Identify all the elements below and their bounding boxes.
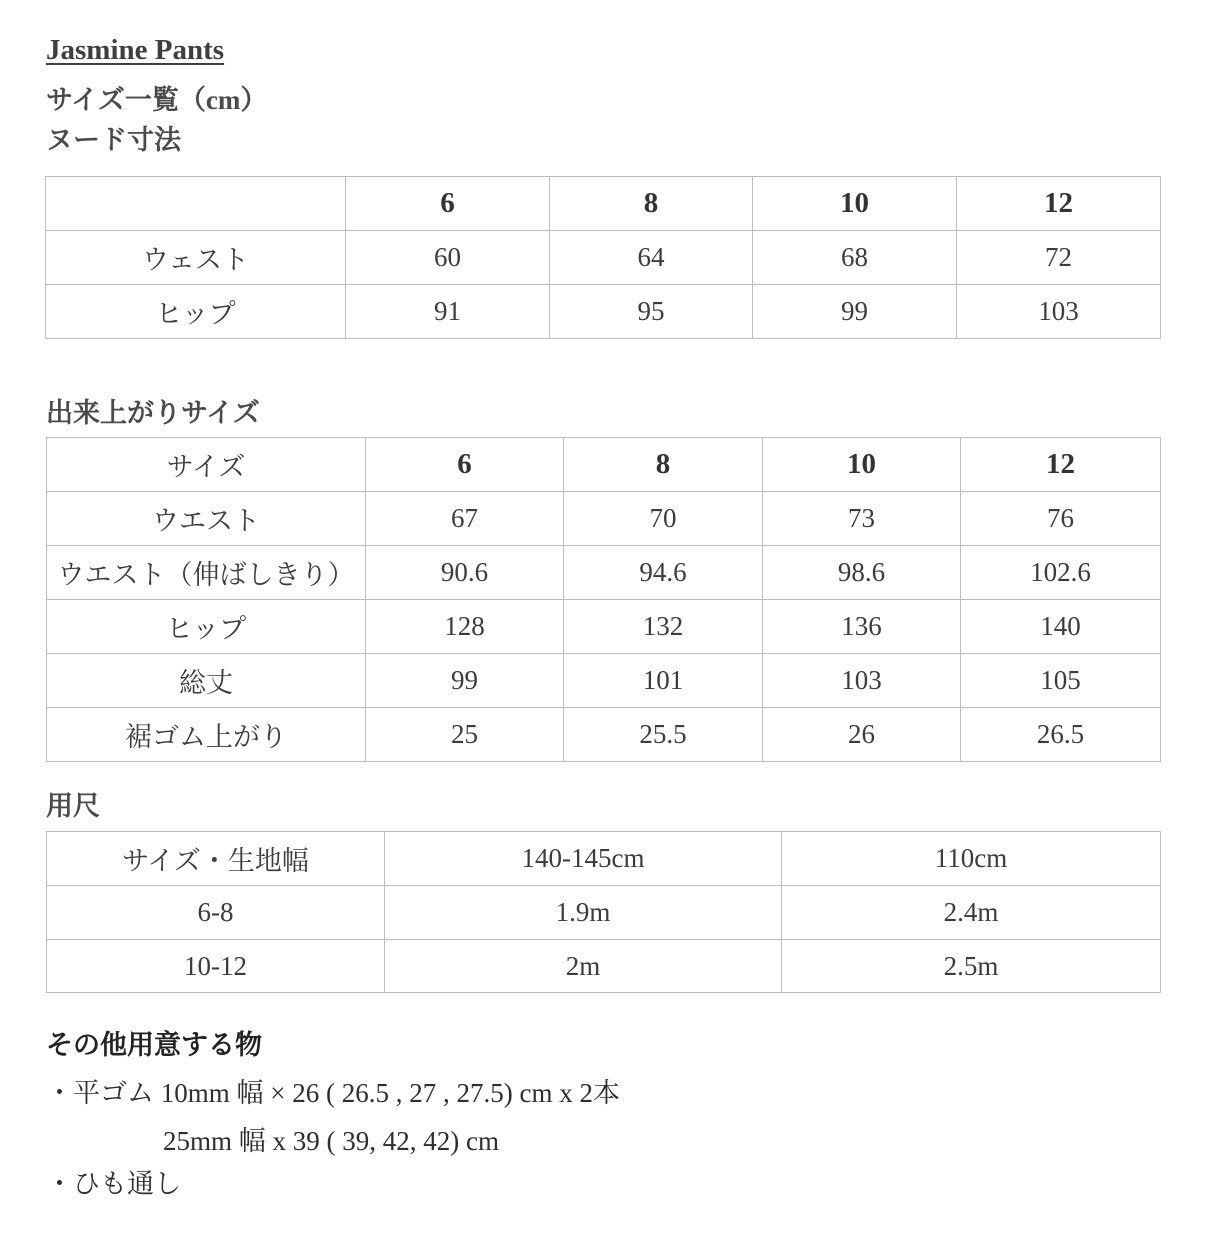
table-header-row: [47, 438, 1161, 492]
header-cell: 10: [753, 177, 957, 231]
table-cell: 25.5: [564, 708, 763, 762]
table-row: [46, 231, 1161, 285]
table-row: [47, 886, 1161, 940]
material-line-elastic-wide: 25mm 幅 x 39 ( 39, 42, 42) cm: [163, 1126, 499, 1156]
header-cell: 12: [961, 438, 1161, 492]
table-cell: 90.6: [366, 546, 564, 600]
size-list-subtitle: サイズ一覧（cm）: [46, 85, 268, 115]
header-cell: 8: [564, 438, 763, 492]
table-cell: 140: [961, 600, 1161, 654]
table-cell: 95: [550, 285, 753, 339]
header-cell: [46, 177, 346, 231]
row-label: 10-12: [47, 940, 385, 993]
table-cell: 99: [366, 654, 564, 708]
table-header-row: [46, 177, 1161, 231]
table-cell: 60: [346, 231, 550, 285]
row-label: ウエスト（伸ばしきり）: [47, 546, 366, 600]
table-cell: 2m: [385, 940, 782, 993]
table-cell: 26: [763, 708, 961, 762]
table-cell: 70: [564, 492, 763, 546]
row-label: ヒップ: [47, 600, 366, 654]
table-cell: 72: [957, 231, 1161, 285]
table-cell: 103: [957, 285, 1161, 339]
table-row: [46, 285, 1161, 339]
table-row: [47, 600, 1161, 654]
table-row: [47, 654, 1161, 708]
table-cell: 99: [753, 285, 957, 339]
row-label: 裾ゴム上がり: [47, 708, 366, 762]
header-cell: 10: [763, 438, 961, 492]
table-cell: 2.5m: [782, 940, 1161, 993]
header-cell: 110cm: [782, 832, 1161, 886]
table-cell: 2.4m: [782, 886, 1161, 940]
row-label: 6-8: [47, 886, 385, 940]
row-label: 総丈: [47, 654, 366, 708]
table-cell: 102.6: [961, 546, 1161, 600]
nude-size-table: [45, 176, 1161, 339]
yardage-heading: 用尺: [46, 791, 100, 821]
material-line-bodkin: ・ひも通し: [46, 1169, 181, 1199]
table-cell: 73: [763, 492, 961, 546]
finished-size-heading: 出来上がりサイズ: [46, 398, 260, 428]
header-cell: 6: [366, 438, 564, 492]
header-cell: サイズ: [47, 438, 366, 492]
table-cell: 1.9m: [385, 886, 782, 940]
page-title: Jasmine Pants: [46, 34, 225, 66]
table-header-row: [47, 832, 1161, 886]
table-cell: 103: [763, 654, 961, 708]
table-cell: 25: [366, 708, 564, 762]
header-cell: サイズ・生地幅: [47, 832, 385, 886]
table-row: [47, 708, 1161, 762]
table-cell: 64: [550, 231, 753, 285]
table-cell: 132: [564, 600, 763, 654]
other-materials-heading: その他用意する物: [46, 1030, 262, 1060]
table-cell: 67: [366, 492, 564, 546]
table-cell: 26.5: [961, 708, 1161, 762]
table-row: [47, 546, 1161, 600]
finished-size-table: [46, 437, 1161, 762]
table-cell: 128: [366, 600, 564, 654]
table-cell: 94.6: [564, 546, 763, 600]
table-cell: 105: [961, 654, 1161, 708]
table-cell: 91: [346, 285, 550, 339]
row-label: ヒップ: [46, 285, 346, 339]
header-cell: 12: [957, 177, 1161, 231]
yardage-table: [46, 831, 1161, 993]
table-cell: 98.6: [763, 546, 961, 600]
table-cell: 101: [564, 654, 763, 708]
header-cell: 6: [346, 177, 550, 231]
table-row: [47, 940, 1161, 993]
row-label: ウェスト: [46, 231, 346, 285]
table-row: [47, 492, 1161, 546]
material-line-elastic: ・平ゴム 10mm 幅 × 26 ( 26.5 , 27 , 27.5) cm x 2本: [46, 1078, 620, 1108]
table-cell: 68: [753, 231, 957, 285]
nude-size-heading: ヌード寸法: [46, 125, 181, 155]
table-cell: 76: [961, 492, 1161, 546]
table-cell: 136: [763, 600, 961, 654]
header-cell: 140-145cm: [385, 832, 782, 886]
header-cell: 8: [550, 177, 753, 231]
row-label: ウエスト: [47, 492, 366, 546]
